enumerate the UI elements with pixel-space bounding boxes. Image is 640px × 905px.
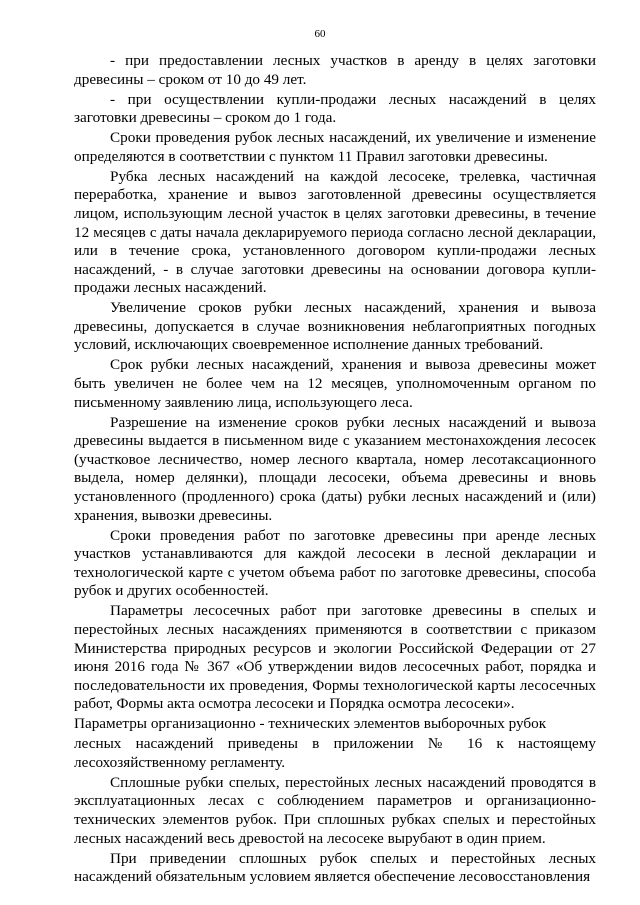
paragraph-permission: Разрешение на изменение сроков рубки лесных насаждений и вывоза древесины выдается в письменном виде с указанием местонахождения лесосек (участковое лесничество, номер лесного квартала, номер лесотаксационного выдела, номер делянки), площади лесосеки, объема древесины и вновь установленного (продленного) срока (даты) рубки лесных насаждений и (или) хранения, вывозки древесины. — [74, 413, 596, 524]
paragraph-parameters: Параметры лесосечных работ при заготовке древесины в спелых и перестойных лесных насаждениях применяются в соответствии с приказом Министерства природных ресурсов и экологии Российской Федерации от 27 июня 2016 года № 367 «Об утверждении видов лесосечных работ, порядка и последовательности их проведения, Формы технологической карты лесосечных работ, Формы акта осмотра лесосеки и Порядка осмотра лесосеки». — [74, 602, 596, 713]
paragraph-extension-limit: Срок рубки лесных насаждений, хранения и вывоза древесины может быть увеличен не более чем на 12 месяцев, уполномоченным органом по письменному заявлению лица, использующего леса. — [74, 356, 596, 411]
paragraph-work-terms: Сроки проведения работ по заготовке древесины при аренде лесных участков устанавливаются для каждой лесосеки в лесной декларации и технологической карте с учетом объема работ по заготовке древесины, способа рубок и других особенностей. — [74, 526, 596, 600]
document-body — [74, 52, 596, 888]
paragraph-term-extension: Увеличение сроков рубки лесных насаждений, хранения и вывоза древесины, допускается в случае возникновения неблагоприятных погодных условий, исключающих своевременное исполнение данных требований. — [74, 299, 596, 354]
paragraph-clear-cutting: Сплошные рубки спелых, перестойных лесных насаждений проводятся в эксплуатационных лесах с соблюдением параметров и организационно-технических элементов рубок. При сплошных рубках спелых и перестойных лесных насаждений весь древостой на лесосеке вырубают в один прием. — [74, 773, 596, 847]
page-number: 60 — [314, 28, 326, 40]
paragraph-selective-parameters: Параметры организационно - технических элементов выборочных рубок — [74, 715, 547, 733]
paragraph-lease-term: - при предоставлении лесных участков в аренду в целях заготовки древесины – сроком от 10 до 49 лет. — [74, 52, 596, 88]
paragraph-appendix-reference: лесных насаждений приведены в приложении № 16 к настоящему лесохозяйственному регламенту. — [74, 735, 596, 771]
paragraph-sale-term: - при осуществлении купли-продажи лесных насаждений в целях заготовки древесины – сроком до 1 года. — [74, 90, 596, 127]
paragraph-felling-terms: Сроки проведения рубок лесных насаждений, их увеличение и изменение определяются в соответствии с пунктом 11 Правил заготовки древесины. — [74, 129, 596, 165]
paragraph-felling-period: Рубка лесных насаждений на каждой лесосеке, трелевка, частичная переработка, хранение и вывоз заготовленной древесины осуществляется лицом, использующим лесной участок в целях заготовки древесины, в течение 12 месяцев с даты начала декларируемого периода согласно лесной декларации, или в течение срока, установленного договором купли-продажи лесных насаждений, - в случае заготовки древесины на основании договора купли-продажи лесных насаждений. — [74, 167, 596, 297]
paragraph-reforestation: При приведении сплошных рубок спелых и перестойных лесных насаждений обязательным условием является обеспечение лесовосстановления — [74, 849, 596, 886]
